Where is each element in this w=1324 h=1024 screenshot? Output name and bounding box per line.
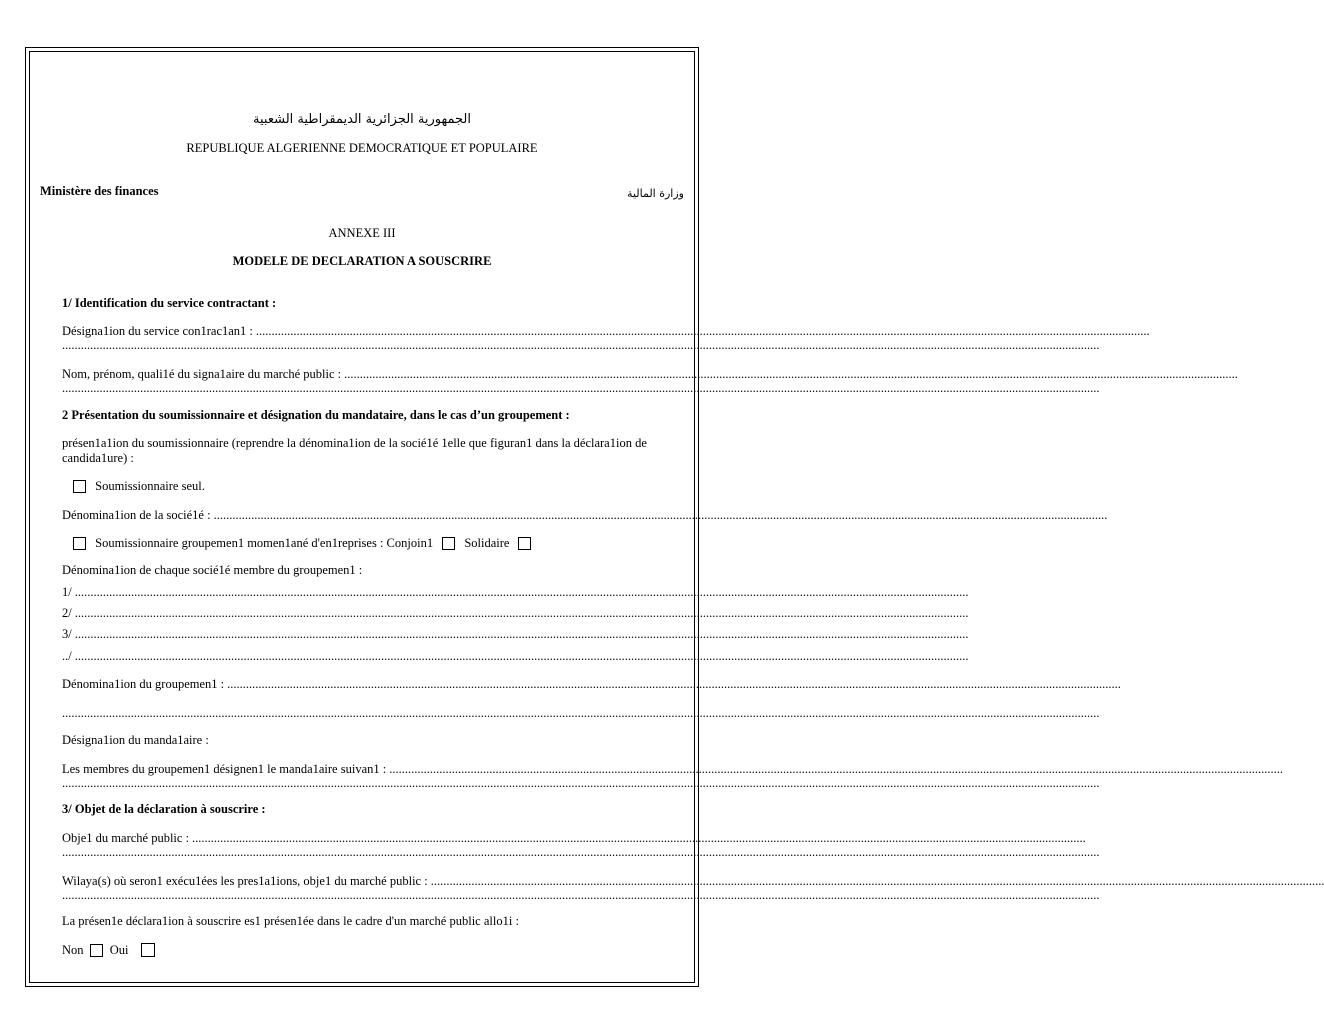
group-name-label: Dénomina1ion du groupemen1 : [62,677,225,691]
wilaya-label: Wilaya(s) où seron1 exécu1ées les pres1a1ions, obje1 du marché public : [62,874,428,888]
form-title: MODELE DE DECLARATION A SOUSCRIRE [232,254,492,268]
conjoint-checkbox[interactable] [442,537,455,550]
member-n-field[interactable]: ../ .............................................................................................................................................................................................................................................................................................. [62,649,969,663]
no-checkbox[interactable] [90,944,103,957]
group-bidder-checkbox[interactable] [73,537,86,550]
wilaya-continuation[interactable]: ............................................................................................................................................................................................................................................................................................................................................ [62,888,1100,902]
solidaire-label: Solidaire [464,536,510,550]
group-name-field[interactable]: Dénomina1ion du groupemen1 : .............................................................................................................................................................................................................................................................................................. [62,677,1121,691]
annex-label: ANNEXE III [328,226,396,240]
yes-label: Oui [109,943,129,957]
public-contract-object-label: Obje1 du marché public : [62,831,190,845]
ministry-name-ar: وزارة المالية [627,187,684,200]
ministry-name-fr: Ministère des finances [40,184,159,198]
signatory-field[interactable]: Nom, prénom, quali1é du signa1aire du marché public : .............................................................................................................................................................................................................................................................................................. [62,367,1238,381]
mandatary-field[interactable]: Les membres du groupemen1 désignen1 le manda1aire suivan1 : .............................................................................................................................................................................................................................................................................................. [62,762,1283,776]
wilaya-field[interactable]: Wilaya(s) où seron1 exécu1ées les pres1a1ions, obje1 du marché public : .............................................................................................................................................................................................................................................................................................. [62,874,1324,888]
allotted-question: La présen1e déclara1ion à souscrire es1 présen1ée dans le cadre d'un marché public allo1i : [62,914,519,928]
member-3-field[interactable]: 3/ .............................................................................................................................................................................................................................................................................................. [62,627,969,641]
service-designation-continuation[interactable]: ............................................................................................................................................................................................................................................................................................................................................ [62,338,1100,352]
signatory-continuation[interactable]: ............................................................................................................................................................................................................................................................................................................................................ [62,381,1100,395]
member-1-field[interactable]: 1/ .............................................................................................................................................................................................................................................................................................. [62,585,969,599]
section3-heading: 3/ Objet de la déclaration à souscrire : [62,802,266,816]
mandatary-label: Désigna1ion du manda1aire : [62,733,209,747]
allotted-options[interactable] [62,943,155,958]
sole-bidder-label: Soumissionnaire seul. [95,479,205,493]
sole-bidder-checkbox[interactable] [73,480,86,493]
public-contract-object-continuation[interactable]: ............................................................................................................................................................................................................................................................................................................................................ [62,845,1100,859]
member-2-field[interactable]: 2/ .............................................................................................................................................................................................................................................................................................. [62,606,969,620]
service-designation-label: Désigna1ion du service con1rac1an1 : [62,324,253,338]
group-bidder-option[interactable] [73,536,531,551]
group-bidder-label: Soumissionnaire groupemen1 momen1ané d'en1reprises : Conjoin1 [95,536,434,550]
no-label: Non [62,943,84,957]
group-name-continuation[interactable]: ............................................................................................................................................................................................................................................................................................................................................ [62,706,1100,720]
presentation-intro: présen1a1ion du soumissionnaire (reprendre la dénomina1ion de la socié1é 1elle que figuran1 dans la déclara1ion de candida1ure) : [62,436,647,465]
sole-bidder-option[interactable] [73,479,205,494]
arabic-republic-title: الجمهورية الجزائرية الديمقراطية الشعبية [253,112,471,127]
members-label: Dénomina1ion de chaque socié1é membre du groupemen1 : [62,563,363,577]
company-name-label: Dénomina1ion de la socié1é : [62,508,211,522]
yes-checkbox[interactable] [141,943,155,957]
section2-heading: 2 Présentation du soumissionnaire et désignation du mandataire, dans le cas d’un groupement : [62,408,570,422]
company-name-field[interactable]: Dénomina1ion de la socié1é : .............................................................................................................................................................................................................................................................................................. [62,508,1108,522]
mandatary-designate-label: Les membres du groupemen1 désignen1 le manda1aire suivan1 : [62,762,387,776]
public-contract-object-field[interactable]: Obje1 du marché public : .............................................................................................................................................................................................................................................................................................. [62,831,1086,845]
service-designation-field[interactable]: Désigna1ion du service con1rac1an1 : .............................................................................................................................................................................................................................................................................................. [62,324,1150,338]
republic-title: REPUBLIQUE ALGERIENNE DEMOCRATIQUE ET POPULAIRE [186,141,538,155]
solidaire-checkbox[interactable] [518,537,531,550]
mandatary-continuation[interactable]: ............................................................................................................................................................................................................................................................................................................................................ [62,776,1100,790]
section1-heading: 1/ Identification du service contractant : [62,296,277,310]
signatory-label: Nom, prénom, quali1é du signa1aire du marché public : [62,367,342,381]
